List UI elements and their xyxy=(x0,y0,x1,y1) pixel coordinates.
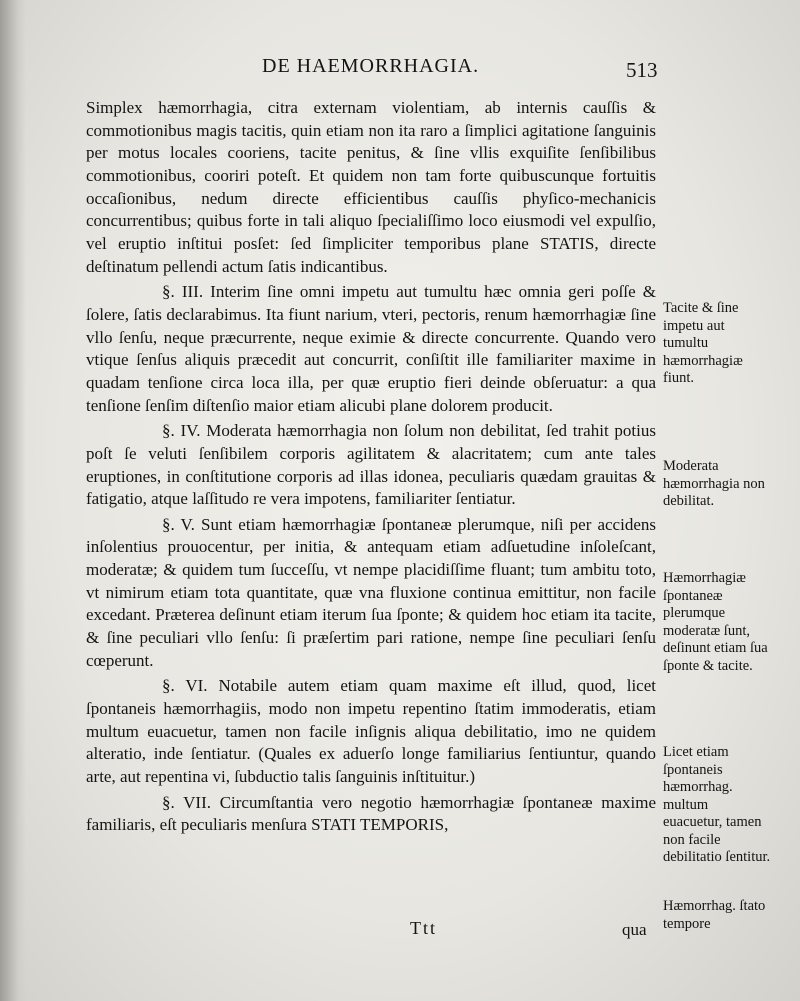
margin-note-section-3: Tacite & ſine impetu aut tumultu hæmorrhagiæ fiunt. xyxy=(663,300,743,386)
signature-mark: Ttt xyxy=(410,918,437,938)
margin-note-section-5: Hæmorrhagiæ ſpontaneæ plerumque moderatæ ſunt, deſinunt etiam ſua ſponte & tacite. xyxy=(663,570,768,674)
catchword: qua xyxy=(622,920,647,939)
paragraph-section-4: §. IV. Moderata hæmorrhagia non ſolum non debilitat, ſed trahit potius poſt ſe veluti ſenſibilem corporis agilitatem & alacritatem; cum ante tales eruptiones, in conſtitutione corporis ad illas idonea, peculiaris quædam grauitas & fatigatio, atque laſſitudo re vera impotens, familiariter ſentiatur. xyxy=(86,421,656,509)
paragraph-section-3: §. III. Interim ſine omni impetu aut tumultu hæc omnia geri poſſe & ſolere, ſatis declarabimus. Ita fiunt narium, vteri, pectoris, renum hæmorrhagiæ ſine vllo ſenſu, neque præcurrente, neque eximie & directe concurrente. Quando vero vtique ſenſus aliquis præcedit aut concurrit, conſiſtit ille familiariter maxime in quadam tenſione circa loca illa, per quæ eruptio fieri deinde obſeruatur: a qua tenſione ſenſim diſtenſio maior etiam alicubi plane dolorem producit. xyxy=(86,282,656,415)
margin-note-section-6: Licet etiam ſpontaneis hæmorrhag. multum euacuetur, tamen non facile debilitatio ſentitur. xyxy=(663,744,771,865)
paragraph-section-7: §. VII. Circumſtantia vero negotio hæmorrhagiæ ſpontaneæ maxime familiaris, eſt peculiaris menſura STATI TEMPORIS, xyxy=(86,792,656,835)
margin-note-section-4: Moderata hæmorrhagia non debilitat. xyxy=(663,458,765,509)
main-text-column xyxy=(86,97,656,840)
running-title: DE HAEMORRHAGIA. xyxy=(262,55,480,77)
margin-note-section-7: Hæmorrhag. ſtato tempore xyxy=(663,898,766,932)
page-number: 513 xyxy=(626,58,658,82)
page-gutter-shadow xyxy=(0,0,26,1001)
paragraph-section-6: §. VI. Notabile autem etiam quam maxime eſt illud, quod, licet ſpontaneis hæmorrhagiis, modo non impetu repentino ſtatim immoderatis, etiam multum euacuetur, tamen non facile inſignis aliqua debilitatio, imo ne quidem alteratio, inde ſentiatur. (Quales ex aduerſo longe familiarius ſentiuntur, quando arte, aut repentina vi, ſubductio talis ſanguinis inſtituitur.) xyxy=(86,676,656,787)
paragraph-intro: Simplex hæmorrhagia, citra externam violentiam, ab internis cauſſis & commotionibus magis tacitis, quin etiam non ita raro a ſimplici agitatione ſanguinis per motus locales cooriens, tacite penitus, & ſine vllis exquiſite ſenſibilibus commotionibus, cooriri poteſt. Et quidem non tam forte quibuscunque fortuitis occaſionibus, nedum directe efficientibus cauſſis phyſico-mechanicis concurrentibus; quibus forte in tali aliquo ſpecialiſſimo loco eiusmodi vel expulſio, vel eruptio inſtitui posſet: ſed ſimpliciter temporibus plane STATIS, directe deſtinatum pellendi actum ſatis indicantibus. xyxy=(86,98,656,276)
paragraph-section-5: §. V. Sunt etiam hæmorrhagiæ ſpontaneæ plerumque, niſi per accidens inſolentius prouocentur, per initia, & antequam etiam adſuetudine inſoleſcant, moderatæ; & quidem tum ſucceſſu, vt nempe placidiſſime fluant; tum ambitu toto, vt nimirum etiam tota quantitate, quæ vna fluxione continua emittitur, non facile excedant. Præterea deſinunt etiam iterum ſua ſponte; & quidem hoc etiam ita tacite, & ſine peculiari vllo ſenſu: ſi præſertim pari ratione, nempe ſine peculiari ſenſu cœperunt. xyxy=(86,514,656,670)
